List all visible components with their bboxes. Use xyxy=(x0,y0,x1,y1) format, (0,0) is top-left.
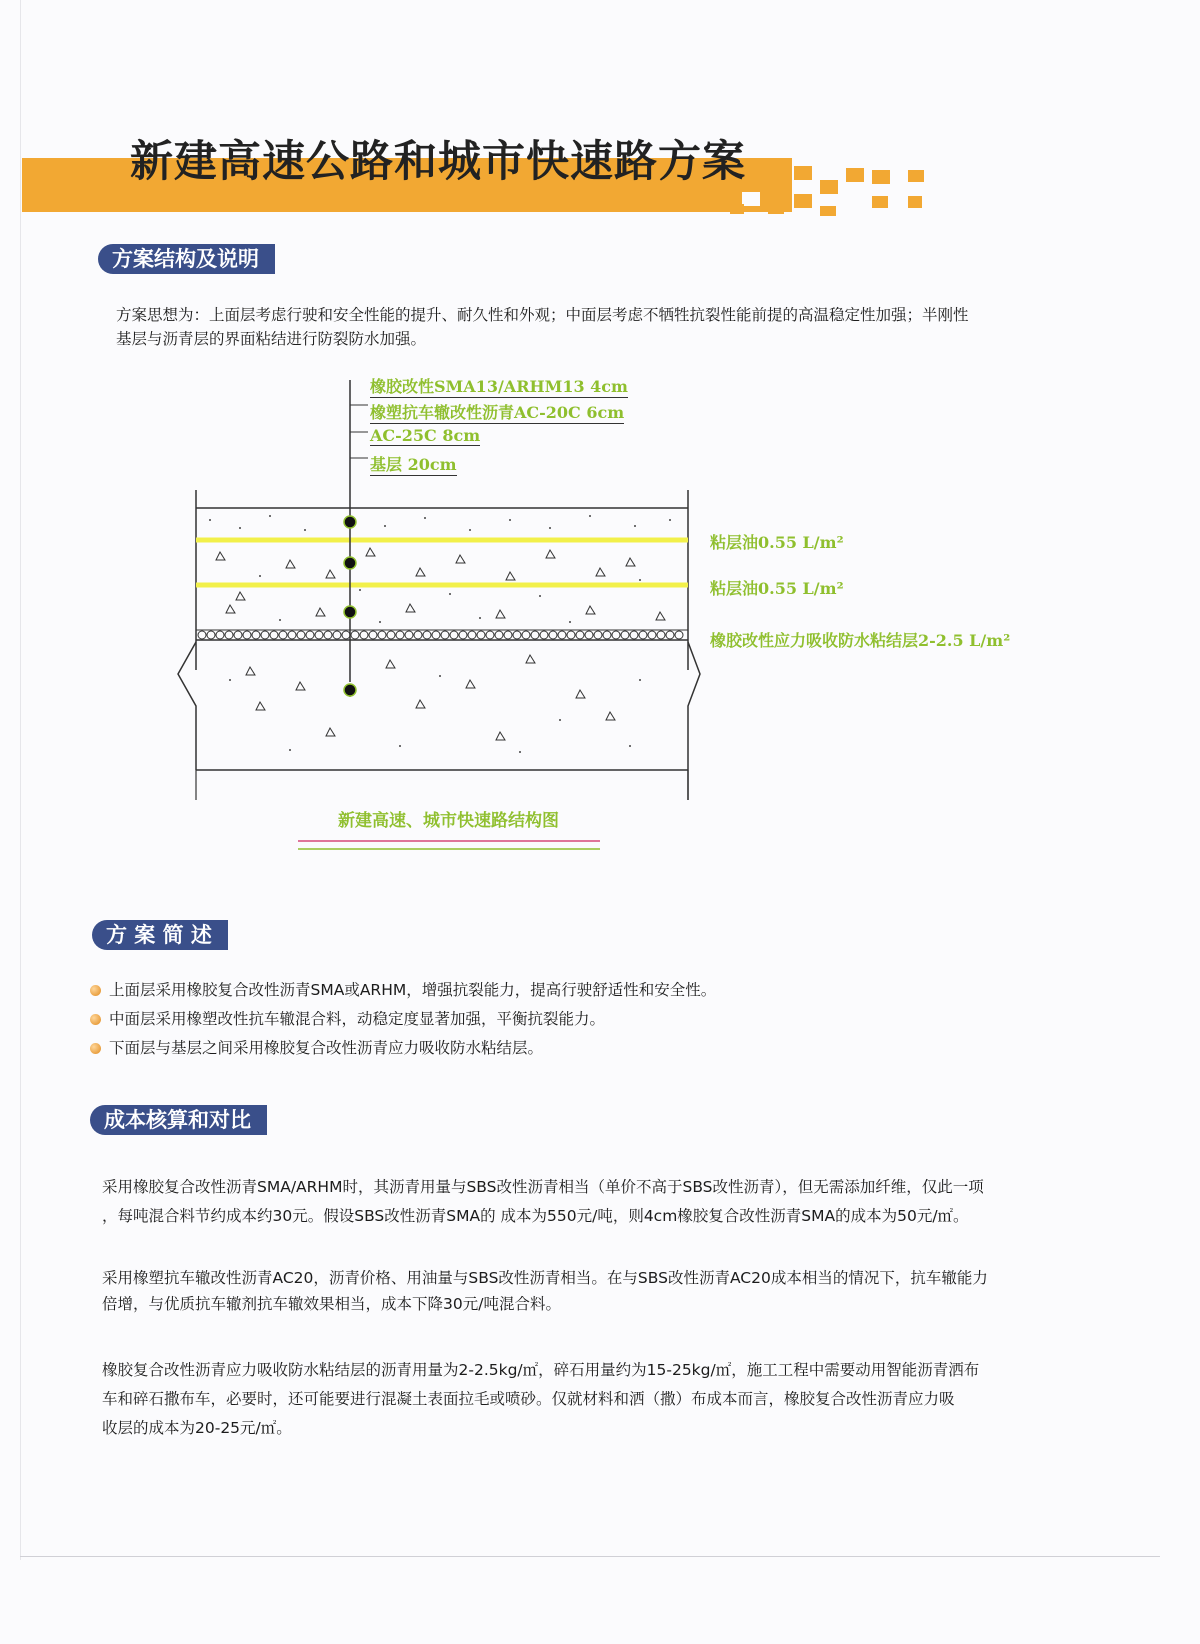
section-heading-summary: 方 案 简 述 xyxy=(92,920,228,950)
summary-bullet-2 xyxy=(90,1005,605,1033)
diagram-caption: 新建高速、城市快速路结构图 xyxy=(338,811,559,831)
bullet-dot-icon xyxy=(90,985,101,996)
cost-para-2-line-1: 采用橡塑抗车辙改性沥青AC20，沥青价格、用油量与SBS改性沥青相当。在与SBS改性沥青AC20成本相当的情况下，抗车辙能力 xyxy=(102,1269,988,1287)
pavement-structure-diagram xyxy=(170,377,1011,860)
aggregate-texture xyxy=(216,548,665,740)
summary-bullet-1 xyxy=(90,976,716,1004)
layer-label-top: 橡胶改性SMA13/ARHM13 4cm xyxy=(370,374,628,398)
cost-para-3-line-1: 橡胶复合改性沥青应力吸收防水粘结层的沥青用量为2-2.5kg/㎡，碎石用量约为15-25kg/㎡，施工工程中需要动用智能沥青洒布 xyxy=(102,1361,980,1379)
section-heading-cost: 成本核算和对比 xyxy=(90,1105,267,1135)
layer-label-middle: 橡塑抗车辙改性沥青AC-20C 6cm xyxy=(370,400,624,424)
page-edge xyxy=(20,0,21,1560)
bullet-dot-icon xyxy=(90,1043,101,1054)
page-title: 新建高速公路和城市快速路方案 xyxy=(130,137,746,187)
layer-label-base: 基层 20cm xyxy=(370,452,457,476)
intro-line-2: 基层与沥青层的界面粘结进行防裂防水加强。 xyxy=(116,330,427,348)
stress-absorbing-layer xyxy=(196,630,688,640)
interface-label-stress-absorbing: 橡胶改性应力吸收防水粘结层2-2.5 L/m² xyxy=(710,631,1011,650)
pavement-cross-section xyxy=(170,380,1010,860)
cost-para-1-line-1: 采用橡胶复合改性沥青SMA/ARHM时，其沥青用量与SBS改性沥青相当（单价不高于SBS改性沥青），但无需添加纤维，仅此一项 xyxy=(102,1178,984,1196)
layer-label-lower: AC-25C 8cm xyxy=(370,426,481,445)
bullet-dot-icon xyxy=(90,1014,101,1025)
cost-para-2-line-2: 倍增，与优质抗车辙剂抗车辙效果相当，成本下降30元/吨混合料。 xyxy=(102,1295,561,1313)
intro-line-1: 方案思想为：上面层考虑行驶和安全性能的提升、耐久性和外观；中面层考虑不牺牲抗裂性能前提的高温稳定性加强；半刚性 xyxy=(116,306,969,324)
cost-para-3-line-3: 收层的成本为20-25元/㎡。 xyxy=(102,1419,292,1437)
bottom-rule xyxy=(20,1556,1160,1557)
summary-bullet-text: 上面层采用橡胶复合改性沥青SMA或ARHM，增强抗裂能力，提高行驶舒适性和安全性。 xyxy=(109,981,717,999)
section-heading-structure: 方案结构及说明 xyxy=(98,244,275,274)
cost-para-1-line-2: ，每吨混合料节约成本约30元。假设SBS改性沥青SMA的 成本为550元/吨，则4cm橡胶复合改性沥青SMA的成本为50元/㎡。 xyxy=(102,1207,969,1225)
interface-label-tack-2: 粘层油0.55 L/m² xyxy=(710,579,844,598)
interface-label-tack-1: 粘层油0.55 L/m² xyxy=(710,533,844,552)
summary-bullet-text: 下面层与基层之间采用橡胶复合改性沥青应力吸收防水粘结层。 xyxy=(109,1039,544,1057)
summary-bullet-text: 中面层采用橡塑改性抗车辙混合料，动稳定度显著加强，平衡抗裂能力。 xyxy=(109,1010,606,1028)
cost-para-3-line-2: 车和碎石撒布车，必要时，还可能要进行混凝土表面拉毛或喷砂。仅就材料和洒（撒）布成本而言，橡胶复合改性沥青应力吸 xyxy=(102,1390,955,1408)
summary-bullet-3 xyxy=(90,1034,543,1062)
